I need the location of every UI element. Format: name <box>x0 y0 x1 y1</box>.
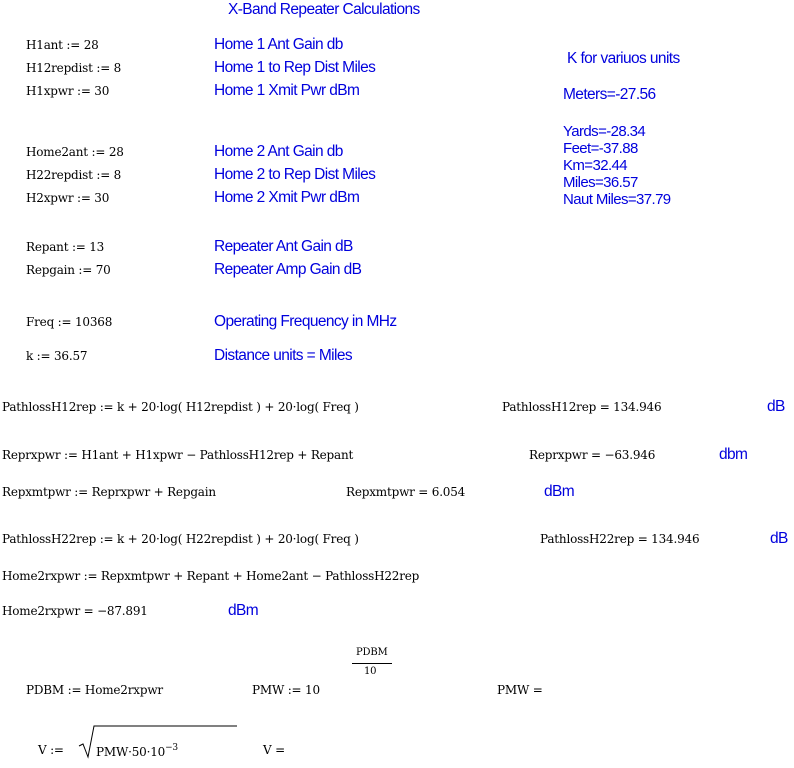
calc-home2rx-result: Home2rxpwr = −87.891 <box>2 604 148 618</box>
note-h22repdist: Home 2 to Rep Dist Miles <box>214 166 376 183</box>
calc-pathloss2-result: PathlossH22rep = 134.946 <box>540 532 700 546</box>
page-title: X-Band Repeater Calculations <box>228 1 420 18</box>
calc-pathloss1-unit: dB <box>767 398 785 415</box>
def-freq: Freq := 10368 <box>26 315 113 329</box>
calc-repxmt-def: Repxmtpwr := Reprxpwr + Repgain <box>2 485 216 499</box>
k-unit-km: Km=32.44 <box>563 157 627 174</box>
calc-pdbm-def: PDBM := Home2rxpwr <box>26 683 163 697</box>
k-unit-yards: Yards=-28.34 <box>563 123 646 140</box>
pmw-exponent-fraction-bar <box>352 663 392 664</box>
note-freq: Operating Frequency in MHz <box>214 313 397 330</box>
pmw-exponent-denominator: 10 <box>364 666 377 677</box>
def-k: k := 36.57 <box>26 349 88 363</box>
note-h1ant: Home 1 Ant Gain db <box>214 36 343 53</box>
calc-pathloss2-def: PathlossH22rep := k + 20·log( H22repdist ) + 20·log( Freq ) <box>2 532 359 546</box>
calc-home2rx-def: Home2rxpwr := Repxmtpwr + Repant + Home2ant − PathlossH22rep <box>2 569 420 583</box>
k-unit-meters: Meters=-27.56 <box>563 86 656 103</box>
calc-pmw-result: PMW = <box>497 683 543 697</box>
calc-reprx-def: Reprxpwr := H1ant + H1xpwr − PathlossH12rep + Repant <box>2 448 354 462</box>
calc-v-lhs: V := <box>38 743 64 757</box>
def-home2ant: Home2ant := 28 <box>26 145 124 159</box>
def-repgain: Repgain := 70 <box>26 263 111 277</box>
calc-reprx-result: Reprxpwr = −63.946 <box>529 448 656 462</box>
calc-pathloss1-result: PathlossH12rep = 134.946 <box>502 400 662 414</box>
calc-reprx-unit: dbm <box>719 446 748 463</box>
note-repant: Repeater Ant Gain dB <box>214 238 353 255</box>
calc-home2rx-unit: dBm <box>228 602 259 619</box>
note-home2ant: Home 2 Ant Gain db <box>214 143 343 160</box>
k-unit-naut-miles: Naut Miles=37.79 <box>563 191 671 208</box>
note-k: Distance units = Miles <box>214 347 352 364</box>
calc-pathloss1-def: PathlossH12rep := k + 20·log( H12repdist ) + 20·log( Freq ) <box>2 400 359 414</box>
calc-v-radicand-base: PMW·50·10 <box>96 745 166 759</box>
def-h1ant: H1ant := 28 <box>26 38 99 52</box>
note-h12repdist: Home 1 to Rep Dist Miles <box>214 59 376 76</box>
def-h22repdist: H22repdist := 8 <box>26 168 122 182</box>
calc-pmw-lhs: PMW := 10 <box>252 683 320 697</box>
def-h12repdist: H12repdist := 8 <box>26 61 122 75</box>
calc-v-exponent: −3 <box>165 743 178 753</box>
calc-v-result: V = <box>263 743 285 757</box>
def-repant: Repant := 13 <box>26 240 105 254</box>
note-h1xpwr: Home 1 Xmit Pwr dBm <box>214 82 360 99</box>
note-repgain: Repeater Amp Gain dB <box>214 261 362 278</box>
note-h2xpwr: Home 2 Xmit Pwr dBm <box>214 189 360 206</box>
pmw-exponent-numerator: PDBM <box>356 647 388 658</box>
def-h1xpwr: H1xpwr := 30 <box>26 84 110 98</box>
calc-pathloss2-unit: dB <box>770 530 788 547</box>
calc-v-radicand <box>96 743 178 759</box>
calc-repxmt-unit: dBm <box>544 483 575 500</box>
calc-repxmt-result: Repxmtpwr = 6.054 <box>346 485 466 499</box>
k-unit-feet: Feet=-37.88 <box>563 140 638 157</box>
def-h2xpwr: H2xpwr := 30 <box>26 191 110 205</box>
k-units-heading: K for variuos units <box>567 50 680 67</box>
k-unit-miles: Miles=36.57 <box>563 174 638 191</box>
